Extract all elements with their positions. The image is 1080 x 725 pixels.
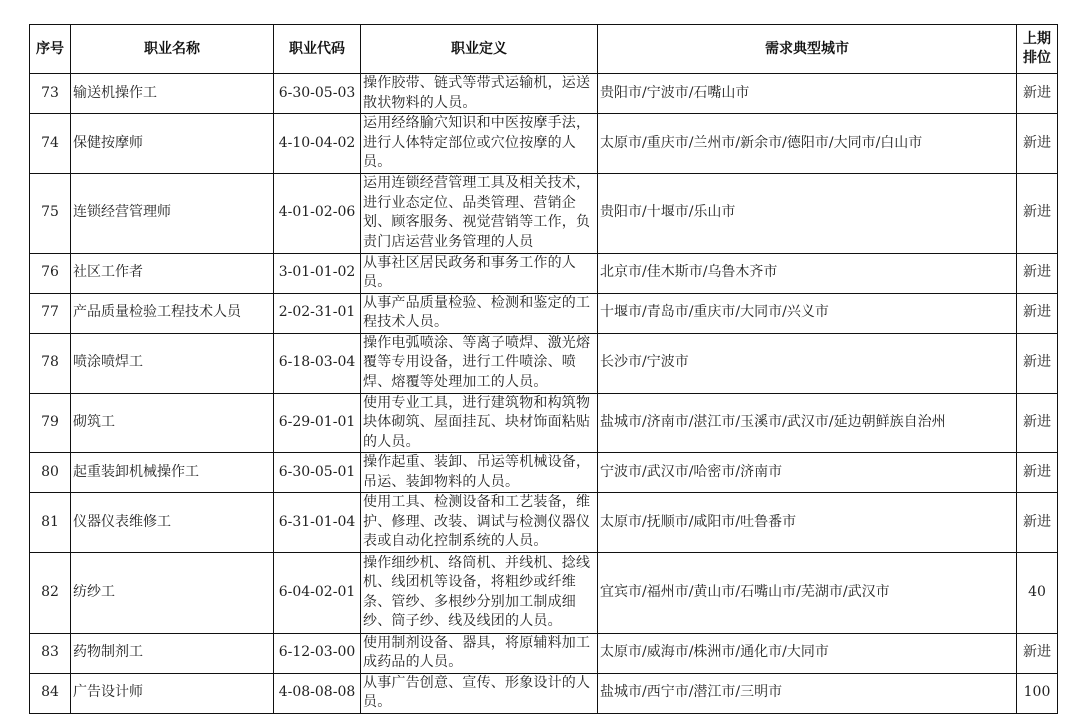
cell-prev-rank: 100: [1017, 673, 1058, 713]
cell-occupation-name: 仪器仪表维修工: [71, 493, 274, 553]
table-row: [30, 633, 1058, 673]
cell-occupation-name: 起重装卸机械操作工: [71, 453, 274, 493]
cell-occupation-name: 砌筑工: [71, 393, 274, 453]
header-definition: 职业定义: [361, 25, 598, 74]
cell-occupation-code: 3-01-01-02: [274, 253, 361, 293]
cell-occupation-code: 2-02-31-01: [274, 293, 361, 333]
table-row: [30, 293, 1058, 333]
cell-definition: 使用工具、检测设备和工艺装备，维护、修理、改装、调试与检测仪器仪表或自动化控制系统的人员。: [361, 493, 598, 553]
cell-occupation-name: 输送机操作工: [71, 74, 274, 114]
cell-occupation-code: 6-30-05-01: [274, 453, 361, 493]
cell-seq: 81: [30, 493, 71, 553]
cell-typical-cities: 太原市/威海市/株洲市/通化市/大同市: [598, 633, 1017, 673]
cell-occupation-name: 社区工作者: [71, 253, 274, 293]
cell-prev-rank: 新进: [1017, 393, 1058, 453]
cell-definition: 使用制剂设备、器具，将原辅料加工成药品的人员。: [361, 633, 598, 673]
cell-occupation-code: 4-08-08-08: [274, 673, 361, 713]
table-row: [30, 173, 1058, 253]
cell-typical-cities: 宁波市/武汉市/哈密市/济南市: [598, 453, 1017, 493]
table-row: [30, 552, 1058, 633]
cell-prev-rank: 新进: [1017, 253, 1058, 293]
cell-definition: 操作胶带、链式等带式运输机，运送散状物料的人员。: [361, 74, 598, 114]
cell-typical-cities: 宜宾市/福州市/黄山市/石嘴山市/芜湖市/武汉市: [598, 552, 1017, 633]
cell-seq: 76: [30, 253, 71, 293]
occupation-table: [29, 24, 1058, 714]
header-name: 职业名称: [71, 25, 274, 74]
header-seq: 序号: [30, 25, 71, 74]
cell-seq: 84: [30, 673, 71, 713]
cell-definition: 操作电弧喷涂、等离子喷焊、激光熔覆等专用设备，进行工件喷涂、喷焊、熔覆等处理加工的人员。: [361, 333, 598, 393]
cell-occupation-name: 纺纱工: [71, 552, 274, 633]
cell-prev-rank: 新进: [1017, 633, 1058, 673]
cell-definition: 从事产品质量检验、检测和鉴定的工程技术人员。: [361, 293, 598, 333]
table-row: [30, 333, 1058, 393]
cell-occupation-code: 6-18-03-04: [274, 333, 361, 393]
header-cities: 需求典型城市: [598, 25, 1017, 74]
cell-seq: 79: [30, 393, 71, 453]
cell-occupation-name: 保健按摩师: [71, 114, 274, 174]
cell-typical-cities: 北京市/佳木斯市/乌鲁木齐市: [598, 253, 1017, 293]
cell-prev-rank: 新进: [1017, 74, 1058, 114]
cell-occupation-name: 喷涂喷焊工: [71, 333, 274, 393]
cell-prev-rank: 新进: [1017, 493, 1058, 553]
header-code: 职业代码: [274, 25, 361, 74]
cell-seq: 74: [30, 114, 71, 174]
cell-typical-cities: 盐城市/济南市/湛江市/玉溪市/武汉市/延边朝鲜族自治州: [598, 393, 1017, 453]
table-row: [30, 493, 1058, 553]
cell-prev-rank: 新进: [1017, 173, 1058, 253]
cell-seq: 73: [30, 74, 71, 114]
cell-occupation-code: 6-30-05-03: [274, 74, 361, 114]
cell-typical-cities: 十堰市/青岛市/重庆市/大同市/兴义市: [598, 293, 1017, 333]
header-prev-rank: 上期排位: [1017, 25, 1058, 74]
cell-prev-rank: 新进: [1017, 333, 1058, 393]
cell-definition: 操作细纱机、络筒机、并线机、捻线机、线团机等设备，将粗纱或纤维条、管纱、多根纱分别加工制成细纱、筒子纱、线及线团的人员。: [361, 552, 598, 633]
table-row: [30, 253, 1058, 293]
cell-typical-cities: 盐城市/西宁市/潜江市/三明市: [598, 673, 1017, 713]
table-row: [30, 673, 1058, 713]
cell-definition: 从事社区居民政务和事务工作的人员。: [361, 253, 598, 293]
table-row: [30, 74, 1058, 114]
cell-typical-cities: 太原市/重庆市/兰州市/新余市/德阳市/大同市/白山市: [598, 114, 1017, 174]
cell-seq: 83: [30, 633, 71, 673]
cell-definition: 使用专业工具，进行建筑物和构筑物块体砌筑、屋面挂瓦、块材饰面粘贴的人员。: [361, 393, 598, 453]
cell-definition: 运用经络腧穴知识和中医按摩手法，进行人体特定部位或穴位按摩的人员。: [361, 114, 598, 174]
cell-prev-rank: 新进: [1017, 453, 1058, 493]
cell-occupation-code: 4-10-04-02: [274, 114, 361, 174]
cell-prev-rank: 新进: [1017, 293, 1058, 333]
cell-definition: 运用连锁经营管理工具及相关技术，进行业态定位、品类管理、营销企划、顾客服务、视觉营销等工作，负责门店运营业务管理的人员: [361, 173, 598, 253]
cell-occupation-name: 广告设计师: [71, 673, 274, 713]
table-row: [30, 393, 1058, 453]
cell-occupation-code: 6-12-03-00: [274, 633, 361, 673]
cell-occupation-code: 6-31-01-04: [274, 493, 361, 553]
cell-typical-cities: 贵阳市/宁波市/石嘴山市: [598, 74, 1017, 114]
cell-seq: 82: [30, 552, 71, 633]
cell-occupation-code: 6-29-01-01: [274, 393, 361, 453]
cell-occupation-name: 连锁经营管理师: [71, 173, 274, 253]
cell-seq: 75: [30, 173, 71, 253]
cell-typical-cities: 贵阳市/十堰市/乐山市: [598, 173, 1017, 253]
cell-seq: 78: [30, 333, 71, 393]
cell-prev-rank: 新进: [1017, 114, 1058, 174]
cell-seq: 77: [30, 293, 71, 333]
cell-occupation-name: 产品质量检验工程技术人员: [71, 293, 274, 333]
cell-occupation-code: 6-04-02-01: [274, 552, 361, 633]
cell-occupation-code: 4-01-02-06: [274, 173, 361, 253]
cell-typical-cities: 长沙市/宁波市: [598, 333, 1017, 393]
cell-occupation-name: 药物制剂工: [71, 633, 274, 673]
table-row: [30, 453, 1058, 493]
cell-prev-rank: 40: [1017, 552, 1058, 633]
cell-typical-cities: 太原市/抚顺市/咸阳市/吐鲁番市: [598, 493, 1017, 553]
table-row: [30, 114, 1058, 174]
cell-definition: 操作起重、装卸、吊运等机械设备，吊运、装卸物料的人员。: [361, 453, 598, 493]
cell-definition: 从事广告创意、宣传、形象设计的人员。: [361, 673, 598, 713]
cell-seq: 80: [30, 453, 71, 493]
table-header-row: [30, 25, 1058, 74]
